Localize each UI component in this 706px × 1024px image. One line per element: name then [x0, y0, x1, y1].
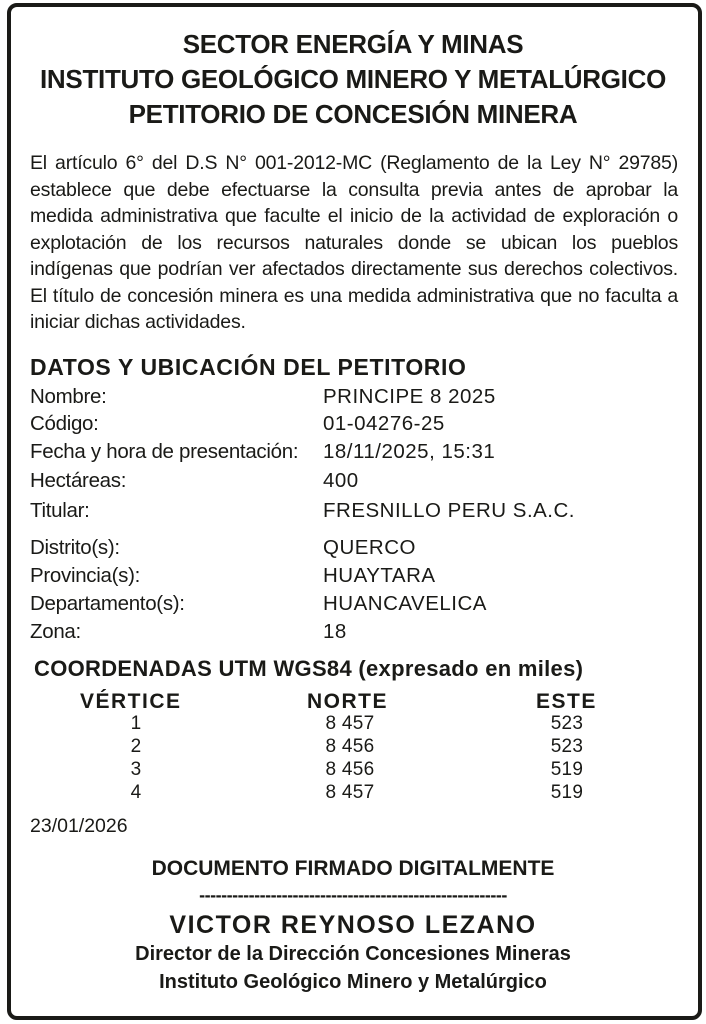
- signature-line: --------------------------------------------------------: [199, 885, 507, 905]
- field-label: Provincia(s):: [30, 564, 141, 587]
- signer-role: Director de la Dirección Concesiones Mineras: [135, 943, 571, 965]
- field-value: QUERCO: [323, 536, 416, 559]
- field-value: HUANCAVELICA: [323, 592, 487, 615]
- cell-este: 523: [550, 713, 584, 734]
- col-header-vertice: VÉRTICE: [80, 690, 182, 713]
- cell-este: 519: [550, 759, 584, 780]
- institute-heading: INSTITUTO GEOLÓGICO MINERO Y METALÚRGICO: [40, 64, 666, 94]
- field-label: Distrito(s):: [30, 536, 120, 559]
- cell-norte: 8 457: [325, 713, 375, 734]
- cell-norte: 8 457: [325, 782, 375, 803]
- section-data-title: DATOS Y UBICACIÓN DEL PETITORIO: [30, 354, 467, 380]
- field-label: Zona:: [30, 620, 81, 643]
- field-value: 18: [323, 620, 347, 643]
- signer-institution: Instituto Geológico Minero y Metalúrgico: [159, 971, 547, 993]
- field-label: Hectáreas:: [30, 469, 127, 492]
- signer-name: VICTOR REYNOSO LEZANO: [169, 911, 537, 939]
- cell-vertice: 1: [130, 713, 142, 734]
- cell-vertice: 3: [130, 759, 142, 780]
- col-header-este: ESTE: [536, 690, 597, 713]
- field-value: FRESNILLO PERU S.A.C.: [323, 499, 576, 522]
- col-header-norte: NORTE: [307, 690, 388, 713]
- sector-heading: SECTOR ENERGÍA Y MINAS: [182, 29, 524, 59]
- cell-este: 519: [550, 782, 584, 803]
- cell-norte: 8 456: [325, 736, 375, 757]
- publication-date: 23/01/2026: [30, 815, 128, 837]
- field-value: 18/11/2025, 15:31: [323, 440, 496, 463]
- field-value: 01-04276-25: [323, 412, 445, 435]
- cell-norte: 8 456: [325, 759, 375, 780]
- petition-heading: PETITORIO DE CONCESIÓN MINERA: [128, 99, 578, 129]
- field-value: 400: [323, 469, 359, 492]
- intro-paragraph: El artículo 6° del D.S N° 001-2012-MC (Reglamento de la Ley N° 29785) establece que debe efectuarse la consulta previa antes de aprobar la medida administrativa que faculte el inicio de la actividad de exploración o explotación de los recursos naturales donde se ubican los pueblos indígenas que podrían ver afectados directamente sus derechos colectivos. El título de concesión minera es una medida administrativa que no faculta a iniciar dichas actividades.: [30, 152, 678, 333]
- field-label: Departamento(s):: [30, 592, 185, 615]
- digitally-signed-label: DOCUMENTO FIRMADO DIGITALMENTE: [151, 857, 555, 880]
- field-value: PRINCIPE 8 2025: [323, 385, 496, 408]
- section-coordinates-title: COORDENADAS UTM WGS84 (expresado en miles): [34, 656, 584, 681]
- field-label: Fecha y hora de presentación:: [30, 440, 299, 463]
- cell-este: 523: [550, 736, 584, 757]
- field-value: HUAYTARA: [323, 564, 436, 587]
- field-label: Código:: [30, 412, 99, 435]
- field-label: Nombre:: [30, 385, 107, 408]
- cell-vertice: 4: [130, 782, 142, 803]
- cell-vertice: 2: [130, 736, 142, 757]
- field-label: Titular:: [30, 499, 90, 522]
